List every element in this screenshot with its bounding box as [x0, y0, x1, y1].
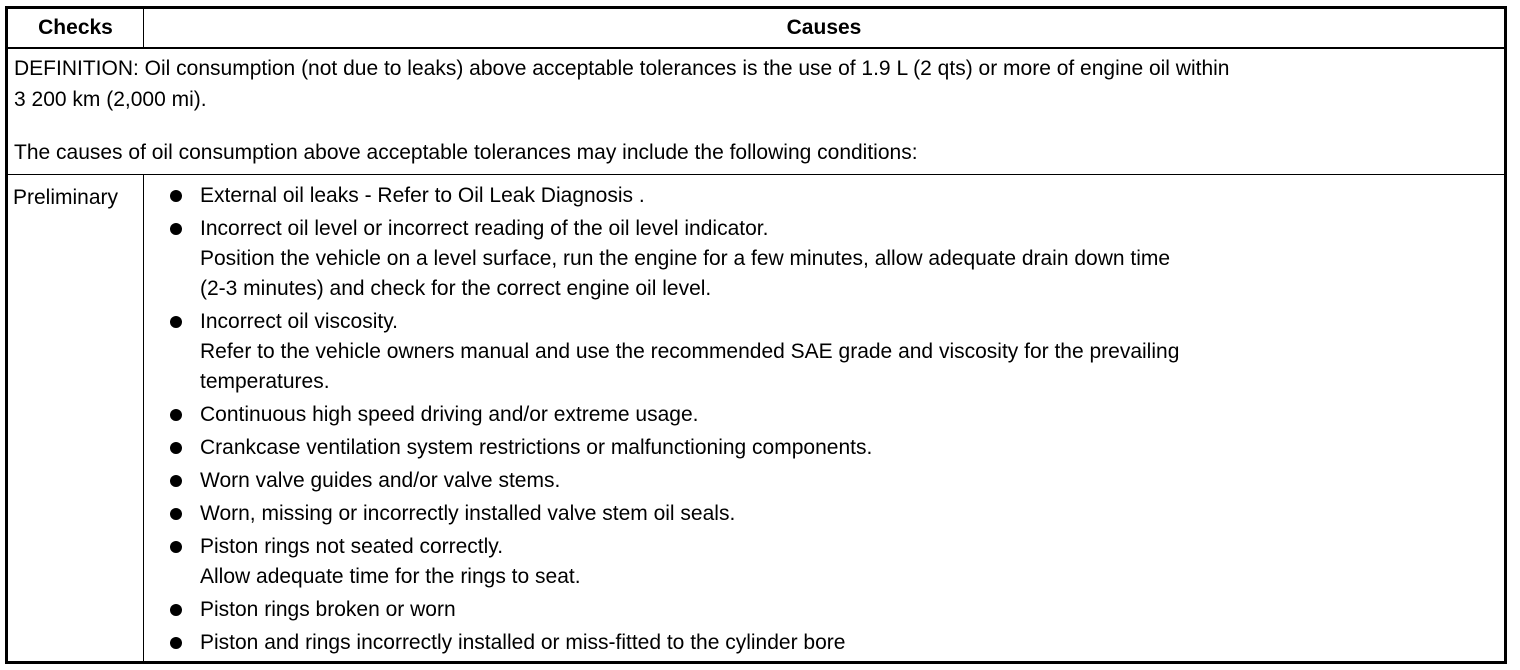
bullet-icon	[170, 442, 182, 454]
definition-text-line-2: 3 200 km (2,000 mi).	[14, 88, 207, 111]
cause-text: External oil leaks - Refer to Oil Leak Diagnosis .	[200, 184, 645, 207]
cause-text: Incorrect oil level or incorrect reading of the oil level indicator.	[200, 217, 769, 240]
cause-detail-text: (2-3 minutes) and check for the correct engine oil level.	[200, 277, 712, 300]
list-item	[164, 214, 1496, 304]
definition-text-line-1: DEFINITION: Oil consumption (not due to leaks) above acceptable tolerances is the use of 1.9 L (2 qts) or more of engine oil within	[14, 57, 1230, 80]
list-item	[164, 400, 1496, 430]
list-item	[164, 628, 1496, 658]
diagnosis-table	[5, 6, 1507, 664]
cause-text: Piston rings broken or worn	[200, 598, 456, 621]
cause-text: Continuous high speed driving and/or extreme usage.	[200, 403, 699, 426]
cause-text: Worn, missing or incorrectly installed valve stem oil seals.	[200, 502, 736, 525]
bullet-icon	[170, 475, 182, 487]
bullet-icon	[170, 409, 182, 421]
list-item	[164, 307, 1496, 397]
bullet-icon	[170, 190, 182, 202]
table-header-row	[7, 8, 1506, 49]
definition-cell	[7, 48, 1506, 175]
bullet-icon	[170, 637, 182, 649]
cause-detail-text: temperatures.	[200, 370, 330, 393]
list-item	[164, 433, 1496, 463]
bullet-icon	[170, 604, 182, 616]
bullet-icon	[170, 316, 182, 328]
cause-text: Incorrect oil viscosity.	[200, 310, 398, 333]
check-cell-preliminary: Preliminary	[7, 175, 144, 663]
cause-text: Worn valve guides and/or valve stems.	[200, 469, 561, 492]
definition-row	[7, 48, 1506, 175]
cause-detail-text: Allow adequate time for the rings to seat.	[200, 565, 581, 588]
cause-text: Crankcase ventilation system restrictions or malfunctioning components.	[200, 436, 873, 459]
list-item	[164, 181, 1496, 211]
list-item	[164, 595, 1496, 625]
cause-detail-text: Refer to the vehicle owners manual and use the recommended SAE grade and viscosity for the prevailing	[200, 340, 1180, 363]
bullet-icon	[170, 223, 182, 235]
cause-list	[164, 181, 1496, 658]
list-item	[164, 499, 1496, 529]
bullet-icon	[170, 541, 182, 553]
cause-text: Piston rings not seated correctly.	[200, 535, 504, 558]
causes-cell	[144, 175, 1506, 663]
cause-detail-text: Position the vehicle on a level surface, run the engine for a few minutes, allow adequate drain down time	[200, 247, 1171, 270]
cause-text: Piston and rings incorrectly installed or miss-fitted to the cylinder bore	[200, 631, 846, 654]
table-row	[7, 175, 1506, 663]
bullet-icon	[170, 508, 182, 520]
column-header-checks: Checks	[7, 8, 144, 49]
list-item	[164, 466, 1496, 496]
column-header-causes: Causes	[144, 8, 1506, 49]
list-item	[164, 532, 1496, 592]
definition-causes-intro: The causes of oil consumption above acceptable tolerances may include the following conditions:	[14, 141, 918, 164]
